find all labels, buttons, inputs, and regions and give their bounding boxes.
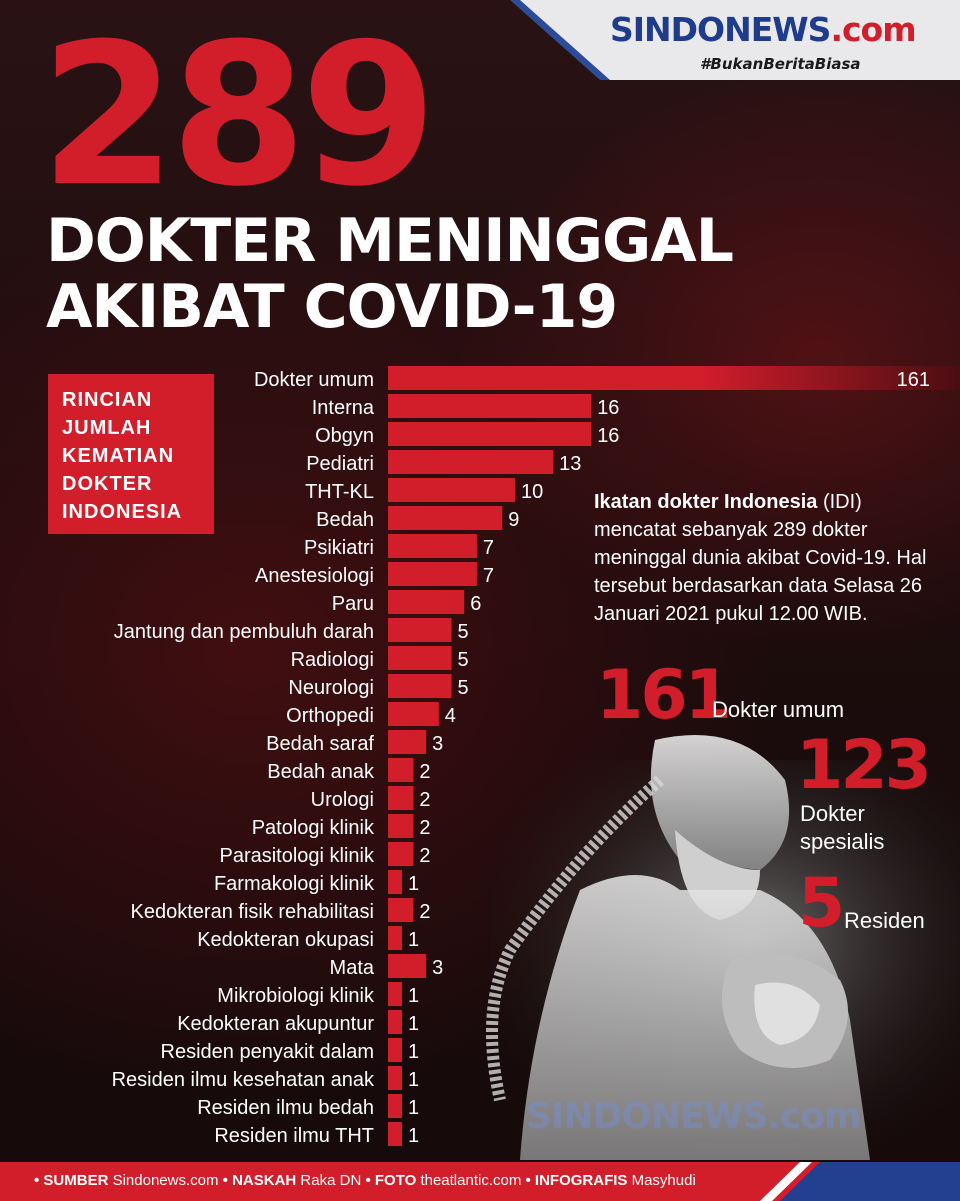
bar — [388, 1038, 402, 1062]
category-label: Dokter umum — [253, 369, 374, 391]
value-label: 1 — [408, 1097, 420, 1119]
category-label: Radiologi — [290, 649, 374, 671]
specialist-count: 123 — [796, 726, 929, 805]
value-label: 161 — [896, 369, 930, 391]
category-label: Pediatri — [306, 453, 374, 475]
category-label: Kedokteran fisik rehabilitasi — [130, 901, 374, 923]
bar — [388, 1094, 402, 1118]
category-label: Neurologi — [288, 677, 374, 699]
bar — [388, 954, 426, 978]
category-label: Residen ilmu bedah — [197, 1097, 374, 1119]
value-label: 1 — [408, 873, 420, 895]
info-lead-suffix: (IDI) — [817, 491, 862, 513]
category-label: Anestesiologi — [255, 565, 374, 587]
bar — [388, 506, 502, 530]
value-label: 2 — [419, 789, 431, 811]
value-label: 6 — [470, 593, 482, 615]
bar — [388, 366, 960, 390]
footer-naskah-label: • NASKAH — [222, 1172, 297, 1189]
footer-infografis-value: Masyhudi — [631, 1172, 696, 1189]
value-label: 1 — [408, 985, 420, 1007]
bar — [388, 870, 402, 894]
bar — [388, 702, 439, 726]
headline-line2: AKIBAT COVID-19 — [46, 272, 618, 342]
value-label: 5 — [457, 621, 469, 643]
footer-sumber-value: Sindonews.com — [112, 1172, 219, 1189]
value-label: 1 — [408, 1013, 420, 1035]
value-label: 9 — [508, 509, 520, 531]
value-label: 3 — [432, 733, 444, 755]
general-doctor-label: Dokter umum — [712, 697, 845, 722]
value-label: 7 — [482, 537, 495, 559]
general-doctor-count: 161 — [596, 656, 729, 735]
footer-infografis-label: • INFOGRAFIS — [525, 1172, 628, 1189]
value-label: 16 — [597, 397, 620, 419]
value-label: 2 — [419, 761, 431, 783]
bar — [388, 982, 402, 1006]
logo-main: SINDONEWS — [610, 10, 831, 49]
category-label: Kedokteran okupasi — [197, 929, 374, 951]
bar — [388, 814, 413, 838]
resident-count: 5 — [798, 864, 843, 943]
value-label: 4 — [444, 705, 456, 727]
specialist-label: Dokter spesialis — [800, 801, 885, 854]
category-label: Kedokteran akupuntur — [177, 1013, 374, 1035]
info-paragraph — [594, 488, 939, 628]
category-label: Paru — [331, 593, 374, 615]
bar — [388, 534, 477, 558]
category-label: Mikrobiologi klinik — [217, 985, 374, 1007]
bar — [388, 1010, 402, 1034]
info-body: mencatat sebanyak 289 dokter meninggal dunia akibat Covid-19. Hal tersebut berdasarkan data Selasa 26 Januari 2021 pukul 12.00 WIB. — [594, 519, 927, 625]
bar — [388, 898, 413, 922]
value-label: 3 — [432, 957, 444, 979]
watermark: SINDONEWS.com — [526, 1096, 861, 1137]
value-label: 1 — [408, 1041, 420, 1063]
footer-credits — [34, 1172, 696, 1189]
footer-naskah-value: Raka DN — [300, 1172, 362, 1189]
resident-label: Residen — [844, 908, 925, 933]
bar — [388, 562, 477, 586]
value-label: 16 — [597, 425, 620, 447]
headline-line1: DOKTER MENINGGAL — [46, 206, 733, 276]
category-label: Interna — [311, 397, 374, 419]
category-label: Residen penyakit dalam — [160, 1041, 374, 1063]
category-label: Residen ilmu kesehatan anak — [111, 1069, 374, 1091]
bar — [388, 646, 452, 670]
bar — [388, 394, 591, 418]
bar — [388, 590, 464, 614]
bar — [388, 422, 591, 446]
bar — [388, 786, 413, 810]
category-label: Orthopedi — [286, 705, 374, 727]
logo-suffix: .com — [830, 10, 916, 49]
bar — [388, 478, 515, 502]
value-label: 2 — [419, 901, 431, 923]
footer-sumber-label: • SUMBER — [34, 1172, 109, 1189]
bar — [388, 926, 402, 950]
tagline: #BukanBeritaBiasa — [700, 55, 861, 73]
value-label: 13 — [559, 453, 582, 475]
rincian-label: RINCIAN JUMLAH KEMATIAN DOKTER INDONESIA — [62, 389, 183, 523]
value-label: 1 — [408, 1069, 420, 1091]
category-label: Mata — [329, 957, 374, 979]
category-label: Obgyn — [315, 425, 374, 447]
category-label: THT-KL — [305, 481, 374, 503]
bar — [388, 1122, 402, 1146]
category-label: Jantung dan pembuluh darah — [113, 621, 374, 643]
value-label: 1 — [408, 929, 420, 951]
bar — [388, 674, 452, 698]
category-label: Psikiatri — [303, 537, 374, 559]
bar — [388, 758, 413, 782]
info-lead: Ikatan dokter Indonesia — [594, 491, 818, 513]
value-label: 7 — [482, 565, 495, 587]
category-label: Urologi — [310, 789, 374, 811]
value-label: 2 — [419, 845, 431, 867]
bar — [388, 450, 553, 474]
category-label: Patologi klinik — [251, 817, 374, 839]
value-label: 5 — [457, 677, 469, 699]
bar — [388, 618, 452, 642]
category-label: Residen ilmu THT — [214, 1125, 374, 1147]
category-label: Bedah saraf — [266, 733, 374, 755]
value-label: 1 — [408, 1125, 420, 1147]
big-number: 289 — [40, 2, 432, 230]
bar — [388, 1066, 402, 1090]
category-label: Bedah anak — [267, 761, 374, 783]
value-label: 10 — [521, 481, 544, 503]
bar — [388, 842, 413, 866]
category-label: Parasitologi klinik — [219, 845, 374, 867]
bar — [388, 730, 426, 754]
value-label: 5 — [457, 649, 469, 671]
footer-foto-value: theatlantic.com — [420, 1172, 522, 1189]
value-label: 2 — [419, 817, 431, 839]
footer-foto-label: • FOTO — [365, 1172, 417, 1189]
category-label: Bedah — [316, 509, 374, 531]
category-label: Farmakologi klinik — [213, 873, 374, 895]
